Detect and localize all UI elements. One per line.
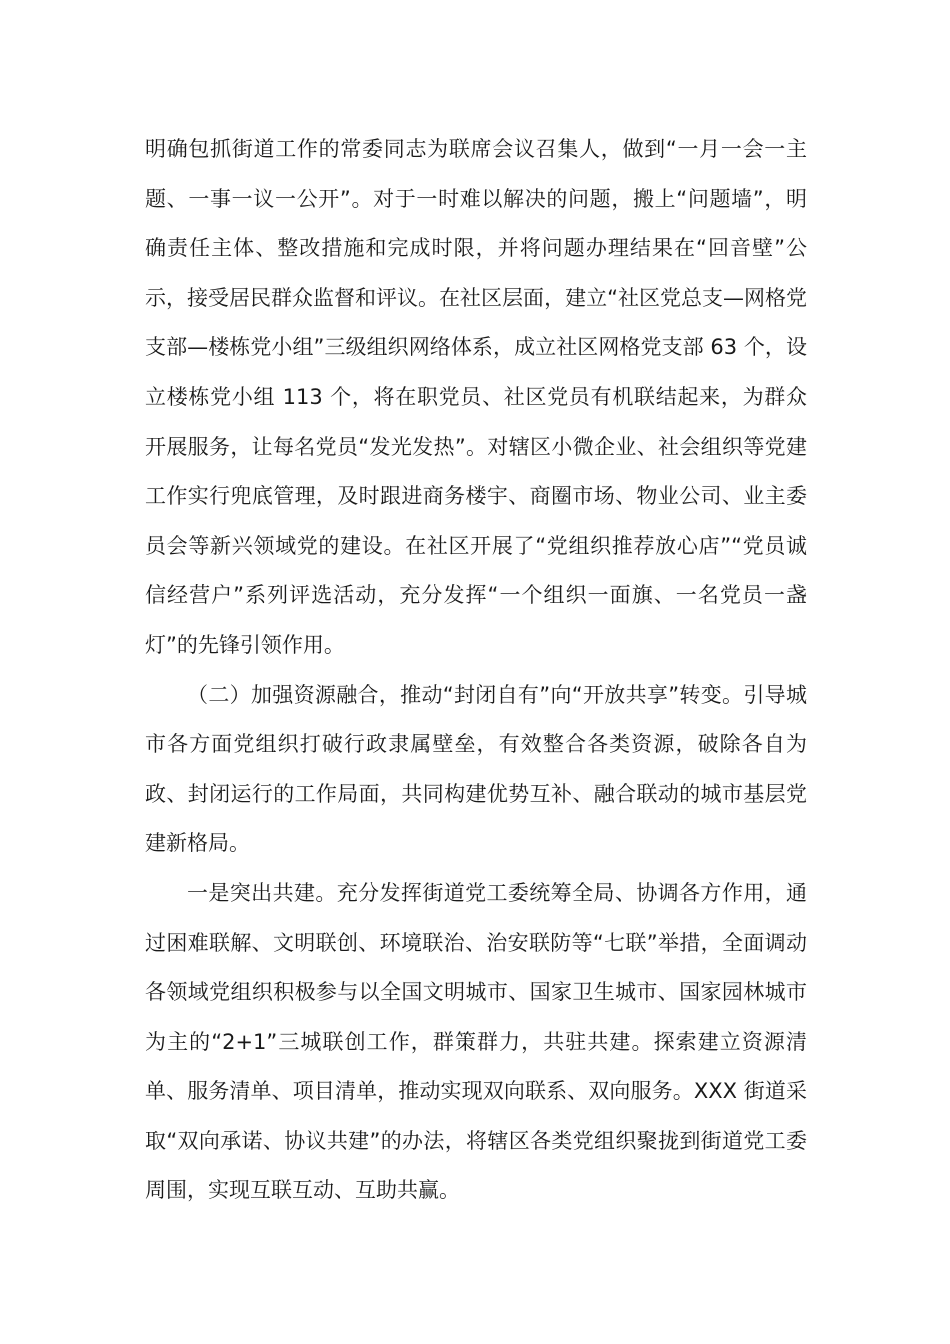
paragraph-section-two-heading: （二）加强资源融合，推动“封闭自有”向“开放共享”转变。引导城市各方面党组织打破行政隶属壁垒，有效整合各类资源，破除各自为政、封闭运行的工作局面，共同构建优势互补、融合联动的城市基层党建新格局。 [145, 682, 807, 856]
document-body [145, 125, 807, 1216]
paragraph-continuation: 明确包抓街道工作的常委同志为联席会议召集人，做到“一月一会一主题、一事一议一公开”。对于一时难以解决的问题，搬上“问题墙”，明确责任主体、整改措施和完成时限，并将问题办理结果在“回音壁”公示，接受居民群众监督和评议。在社区层面，建立“社区党总支—网格党支部—楼栋党小组”三级组织网络体系，成立社区网格党支部 63 个，设立楼栋党小组 113 个，将在职党员、社区党员有机联结起来，为群众开展服务，让每名党员“发光发热”。对辖区小微企业、社会组织等党建工作实行兜底管理，及时跟进商务楼宇、商圈市场、物业公司、业主委员会等新兴领域党的建设。在社区开展了“党组织推荐放心店”“党员诚信经营户”系列评选活动，充分发挥“一个组织一面旗、一名党员一盏灯”的先锋引领作用。 [145, 137, 807, 657]
paragraph-joint-building: 一是突出共建。充分发挥街道党工委统筹全局、协调各方作用，通过困难联解、文明联创、环境联治、治安联防等“七联”举措，全面调动各领域党组织积极参与以全国文明城市、国家卫生城市、国家园林城市为主的“2+1”三城联创工作，群策群力，共驻共建。探索建立资源清单、服务清单、项目清单，推动实现双向联系、双向服务。XXX 街道采取“双向承诺、协议共建”的办法，将辖区各类党组织聚拢到街道党工委周围，实现互联互动、互助共赢。 [145, 880, 807, 1203]
